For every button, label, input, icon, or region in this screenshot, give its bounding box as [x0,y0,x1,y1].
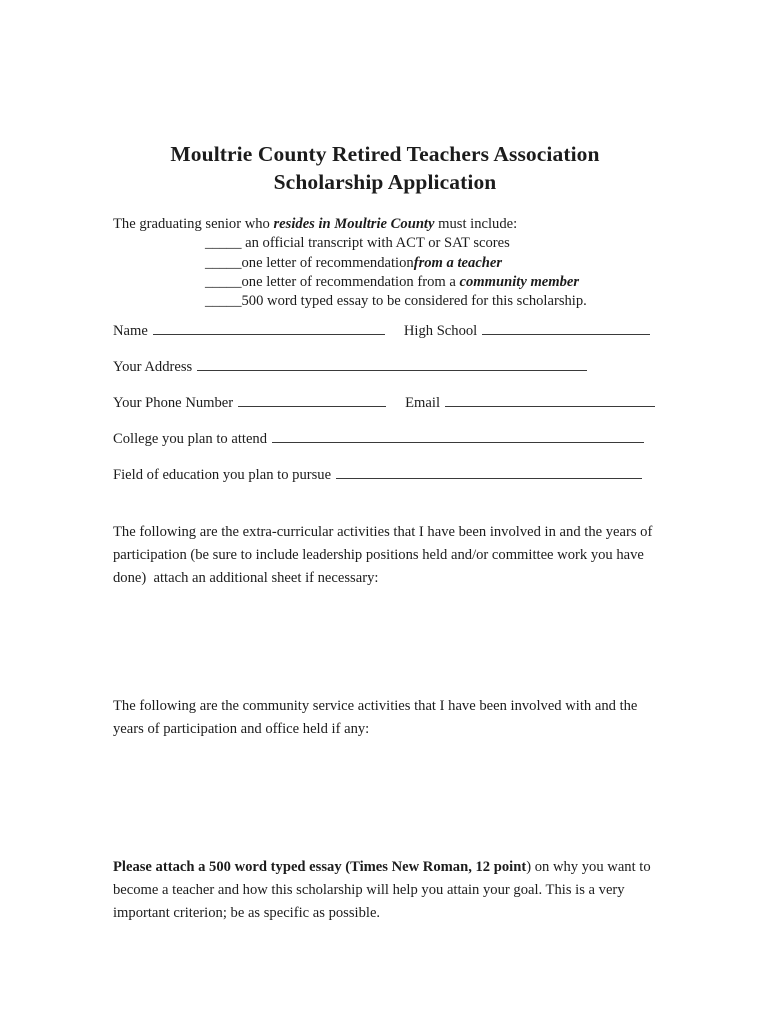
form-row-address [113,357,673,393]
checklist-blank[interactable]: _____ [205,293,242,310]
essay-instruction-rest: ) on why you want to become a teacher and how this scholarship will help you attain your goal. This is a very important criterion; be as specific as possible. [113,859,651,922]
checklist-emphasis: from a teacher [413,254,503,271]
checklist-blank[interactable]: _____ [205,273,242,290]
field-of-education-group [113,465,642,484]
checklist-label: one letter of recommendation [241,254,414,271]
checklist-label: 500 word typed essay to be considered for this scholarship. [241,293,587,310]
address-input[interactable] [197,357,587,371]
checklist-item[interactable] [113,273,673,292]
essay-instruction-bold: Please attach a 500 word typed essay (Times New Roman, 12 point [113,859,527,875]
name-input[interactable] [153,321,385,335]
field-of-education-label: Field of education you plan to pursue [113,467,332,483]
form-row-college [113,429,673,465]
requirements-checklist [113,234,673,311]
phone-field-group [113,393,386,412]
high-school-field-group [404,321,650,340]
intro-sentence [113,215,673,234]
address-field-group [113,357,587,376]
intro-text-after: must include: [434,216,518,232]
name-field-group [113,321,385,340]
title-line-2: Scholarship Application [273,170,497,194]
checklist-item[interactable] [113,254,673,273]
form-row-field-of-education [113,465,673,501]
checklist-item[interactable] [113,292,673,311]
email-label: Email [405,395,440,411]
checklist-label: one letter of recommendation from a [241,273,460,290]
high-school-input[interactable] [482,321,650,335]
email-field-group [405,393,655,412]
phone-label: Your Phone Number [113,395,234,411]
college-label: College you plan to attend [113,431,268,447]
checklist-blank[interactable]: _____ [205,235,242,252]
checklist-emphasis: community member [459,273,580,290]
name-label: Name [113,323,148,339]
extracurricular-prompt: The following are the extra-curricular activities that I have been involved in and the years of participation (be sure to include leadership positions held and/or committee work you have done) attach an additional sheet if necessary: [113,524,656,587]
intro-text-before: The graduating senior who [113,216,274,232]
phone-input[interactable] [238,393,386,407]
field-of-education-input[interactable] [336,465,642,479]
checklist-label: an official transcript with ACT or SAT scores [241,235,510,252]
intro-emphasis: resides in Moultrie County [273,216,435,232]
community-service-prompt: The following are the community service activities that I have been involved with and the years of participation and office held if any: [113,698,638,738]
email-input[interactable] [445,393,655,407]
document-title [113,140,657,196]
form-row-phone-email [113,393,673,429]
requirements-section [113,215,673,311]
form-row-name-school [113,321,673,357]
high-school-label: High School [403,323,478,339]
essay-instruction [113,856,659,926]
title-line-1: Moultrie County Retired Teachers Association [170,142,600,166]
college-field-group [113,429,644,448]
checklist-blank[interactable]: _____ [205,254,242,271]
applicant-form [113,321,673,501]
college-input[interactable] [272,429,644,443]
address-label: Your Address [113,359,193,375]
checklist-item[interactable] [113,234,673,253]
